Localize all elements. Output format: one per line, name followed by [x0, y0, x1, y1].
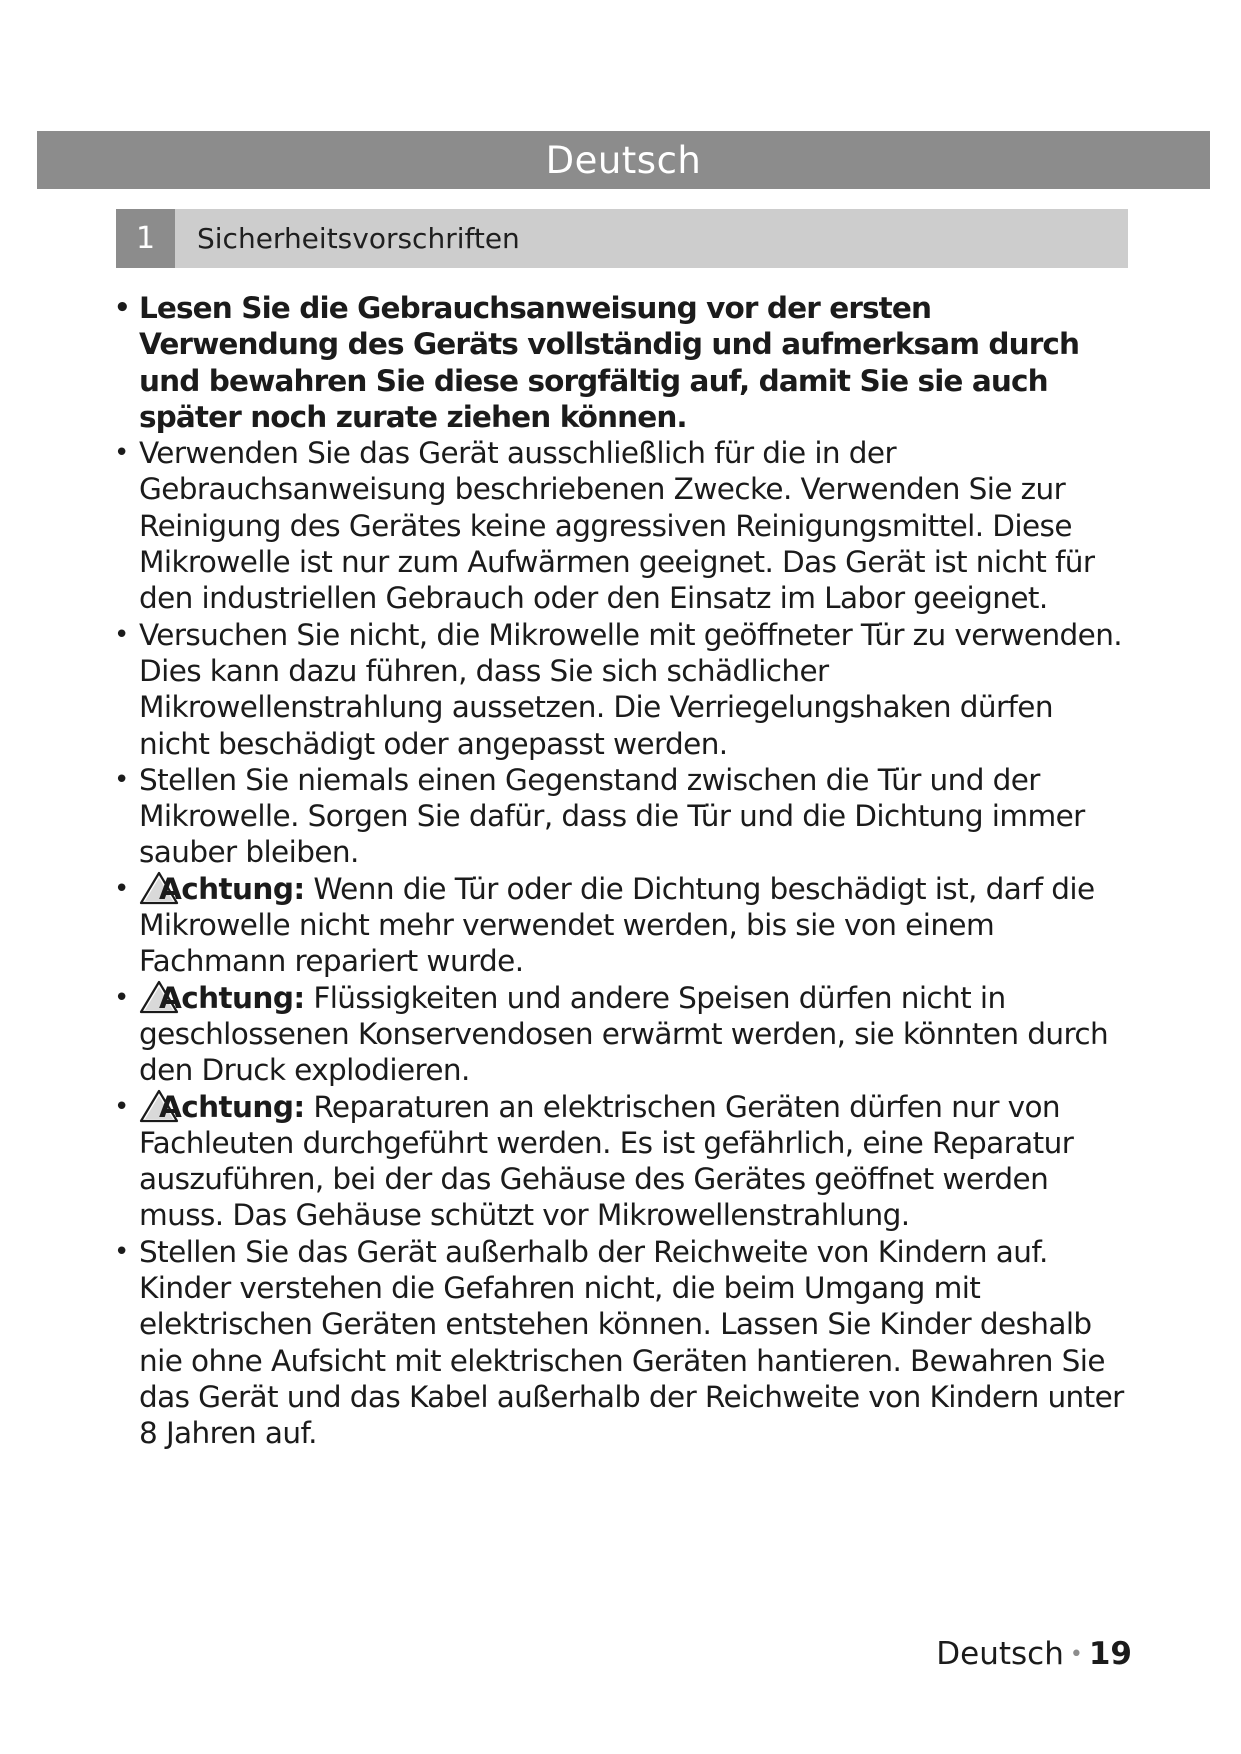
list-item — [112, 1234, 1132, 1452]
language-header-title: Deutsch — [545, 138, 702, 182]
list-item — [112, 617, 1132, 762]
page-footer — [900, 1636, 1132, 1672]
bullet-icon: • — [114, 873, 129, 904]
page-number: 19 — [1088, 1636, 1132, 1672]
list-item — [112, 435, 1132, 616]
section-heading-bar — [116, 209, 1128, 268]
safety-rules-content — [112, 290, 1132, 1452]
rule-text: Flüssigkeiten und andere Speisen dürfen nicht in geschlossenen Konservendosen erwärmt werden, sie könnten durch den Druck explodieren. — [139, 980, 1109, 1088]
rule-text: Stellen Sie das Gerät außerhalb der Reichweite von Kindern auf. Kinder verstehen die Gefahren nicht, die beim Umgang mit elektrischen Geräten entstehen können. Lassen Sie Kinder deshalb nie ohne Aufsicht mit elektrischen Geräten hantieren. Bewahren Sie das Gerät und das Kabel außerhalb der Reichweite von Kindern unter 8 Jahren auf. — [139, 1234, 1124, 1451]
rule-text: Verwenden Sie das Gerät ausschließlich für die in der Gebrauchsanweisung beschriebenen Zwecke. Verwenden Sie zur Reinigung des Gerätes keine aggressiven Reinigungsmittel. Diese Mikrowelle ist nur zum Aufwärmen geeignet. Das Gerät ist nicht für den industriellen Gebrauch oder den Einsatz im Labor geeignet. — [139, 436, 1095, 616]
list-item — [112, 980, 1132, 1089]
language-header-bar — [37, 131, 1210, 189]
rule-text: Wenn die Tür oder die Dichtung beschädigt ist, darf die Mikrowelle nicht mehr verwendet werden, bis sie von einem Fachmann repariert wurde. — [139, 871, 1095, 979]
bullet-icon: • — [114, 1236, 129, 1267]
section-number: 1 — [116, 209, 175, 268]
footer-separator: • — [1069, 1642, 1083, 1667]
section-title: Sicherheitsvorschriften — [197, 222, 520, 255]
list-item — [112, 290, 1132, 435]
rule-text: Reparaturen an elektrischen Geräten dürfen nur von Fachleuten durchgeführt werden. Es ist gefährlich, eine Reparatur auszuführen, bei der das Gehäuse des Gerätes geöffnet werden muss. Das Gehäuse schützt vor Mikrowellenstrahlung. — [139, 1089, 1074, 1233]
warning-label: Achtung: — [159, 1089, 305, 1124]
safety-rules-list — [112, 290, 1132, 1452]
warning-label: Achtung: — [159, 871, 305, 906]
bullet-icon: • — [114, 438, 129, 469]
rule-text: Stellen Sie niemals einen Gegenstand zwischen die Tür und der Mikrowelle. Sorgen Sie dafür, dass die Tür und die Dichtung immer sauber bleiben. — [139, 762, 1085, 870]
warning-label: Achtung: — [159, 980, 305, 1015]
footer-language: Deutsch — [936, 1636, 1064, 1672]
rule-text: Versuchen Sie nicht, die Mikrowelle mit geöffneter Tür zu verwenden. Dies kann dazu führen, dass Sie sich schädlicher Mikrowellenstrahlung aussetzen. Die Verriegelungshaken dürfen nicht beschädigt oder angepasst werden. — [139, 617, 1123, 761]
bullet-icon: • — [114, 293, 130, 323]
bullet-icon: • — [114, 764, 129, 795]
bullet-icon: • — [114, 1091, 129, 1122]
list-item — [112, 762, 1132, 871]
bullet-icon: • — [114, 982, 129, 1013]
list-item — [112, 1089, 1132, 1234]
rule-text: Lesen Sie die Gebrauchsanweisung vor der ersten Verwendung des Geräts vollständig und aufmerksam durch und bewahren Sie diese sorgfältig auf, damit Sie sie auch später noch zurate ziehen können. — [139, 291, 1080, 434]
list-item — [112, 871, 1132, 980]
bullet-icon: • — [114, 619, 129, 650]
